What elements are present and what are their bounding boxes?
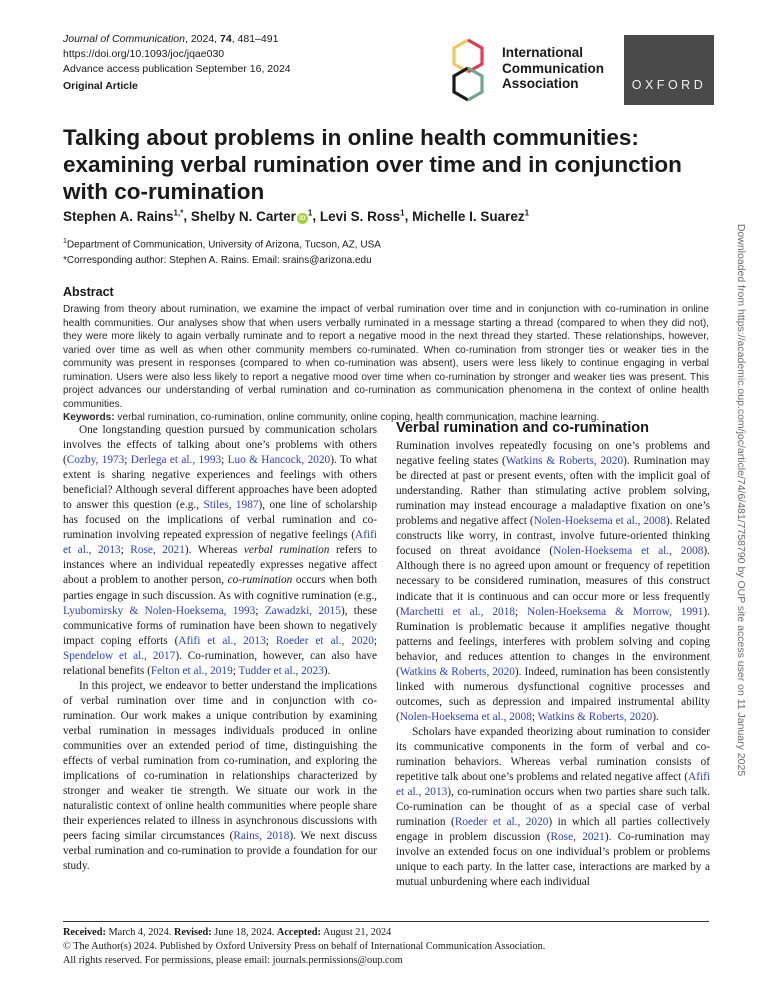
citation-link[interactable]: Afifi et al., 2013	[396, 771, 710, 799]
volume: 74	[220, 33, 232, 45]
citation-link[interactable]: Zawadzki, 2015	[264, 604, 341, 617]
article-metadata	[63, 32, 291, 94]
citation-link[interactable]: Watkins & Roberts, 2020	[537, 710, 653, 723]
copyright-notice: © The Author(s) 2024. Published by Oxford University Press on behalf of International Communication Association.	[63, 941, 546, 952]
orcid-icon[interactable]: iD	[297, 213, 308, 224]
citation-link[interactable]: Nolen-Hoeksema & Morrow, 1991	[527, 605, 704, 618]
author-list: Stephen A. Rains$^{1,*}$, Shelby N. Carter $iD^1$, Levi S. Ross$^1$, Michelle I. Suarez$^1$	[63, 208, 530, 224]
download-watermark: Downloaded from https://academic.oup.com/joc/article/74/6/481/7758790 by OUP site access user on 11 January 2025	[735, 223, 747, 777]
article-history: Received: March 4, 2024. Revised: June 18, 2024. Accepted: August 21, 2024	[63, 927, 392, 938]
emphasized-term: verbal rumination	[243, 544, 330, 557]
body-paragraph: Scholars have expanded theorizing about rumination to consider its communicative components in the form of verbal and co-rumination behaviors. Whereas verbal rumination consists of repetitive talk about one’s problems and related negative affect (Afifi et al., 2013), co-rumination occurs when two parties share such talk. Co-rumination can be thought of as a special case of verbal rumination (Roeder et al., 2020) in which all parties collectively engage in problem discussion (Rose, 2021). Co-rumination may involve an extended focus on one individual’s problem or problems unique to each party. In the latter case, interactions are marked by a mutual unburdening where each individual	[396, 725, 710, 889]
citation-link[interactable]: Marchetti et al., 2018	[399, 605, 516, 618]
ica-logo-icon	[446, 35, 490, 105]
citation-link[interactable]: Derlega et al., 1993	[130, 454, 222, 467]
citation-link[interactable]: Roeder et al., 2020	[454, 816, 549, 829]
abstract-text: Drawing from theory about rumination, we examine the impact of verbal rumination over time and in conjunction with co-rumination in online health communities. Our analyses show that when users verbally ruminated in a message starting a thread (compared to when they did not), they were more likely to again verbally ruminate and to report a negative mood in the next thread they started. These relationships, however, varied over time as well as when other community members co-ruminated. When co-rumination from stronger ties or weaker ties in the community was present in responses (compared to when co-rumination was absent), users were less likely to continue engaging in verbal rumination. Users were also less likely to report a negative mood over time when co-rumination by stronger and weaker ties was present. This project advances our understanding of verbal rumination and co-rumination as communication phenomena in the context of online health communities.	[63, 304, 709, 410]
citation-link[interactable]: Rose, 2021	[550, 831, 605, 844]
author[interactable]: Stephen A. Rains$^{1,*}$	[63, 208, 184, 224]
citation-link[interactable]: Felton et al., 2019	[150, 664, 233, 677]
article-title: Talking about problems in online health communities: examining verbal rumination over time and in conjunction with co-rumination	[63, 125, 682, 204]
permissions-notice: All rights reserved. For permissions, please email: journals.permissions@oup.com	[63, 955, 403, 966]
citation-link[interactable]: Tudder et al., 2023	[238, 664, 324, 677]
doi-link[interactable]: https://doi.org/10.1093/joc/jqae030	[63, 48, 225, 60]
citation-link[interactable]: Afifi et al., 2013	[178, 634, 266, 647]
body-column-left	[63, 423, 377, 874]
footer-divider	[63, 921, 709, 922]
article-type: Original Article	[63, 80, 138, 92]
body-paragraph: Rumination involves repeatedly focusing on one’s problems and negative feeling states (Watkins & Roberts, 2020). Rumination may be directed at past or present events, often with the implicit goal of understanding. Rather than stimulating active problem solving, rumination may instead encourage a maladaptive fixation on one’s problems and negative affect (Nolen-Hoeksema et al., 2008). Related constructs like worry, in contrast, involve future-oriented thinking focused on threat avoidance (Nolen-Hoeksema et al., 2008). Although there is no agreed upon amount or frequency of repetition necessary to be considered rumination, measures of this construct indicate that it is continuous and can occur more or less frequently (Marchetti et al., 2018; Nolen-Hoeksema & Morrow, 1991). Rumination is problematic because it amplifies negative thought patterns and feelings, interferes with problem solving and coping behavior, and reduces attention to changes in the environment (Watkins & Roberts, 2020). Indeed, rumination has been consistently linked with numerous dysfunctional cognitive processes and outcomes, such as depression and impaired instrumental ability (Nolen-Hoeksema et al., 2008; Watkins & Roberts, 2020).	[396, 440, 711, 723]
oxford-logo	[624, 35, 714, 105]
keywords: Keywords: verbal rumination, co-rumination, online community, online coping, health communication, machine learning.	[63, 412, 600, 423]
citation-link[interactable]: Rose, 2021	[130, 544, 185, 557]
citation-link[interactable]: Nolen-Hoeksema et al., 2008	[399, 710, 532, 723]
article-footer	[63, 926, 545, 968]
section-heading: Verbal rumination and co-rumination	[396, 420, 649, 436]
ica-wordmark: International Communication Association	[502, 45, 605, 91]
citation-link[interactable]: Afifi et al., 2013	[63, 529, 377, 557]
advance-access-date: Advance access publication September 16, 2024	[63, 63, 291, 75]
citation-link[interactable]: Rains, 2018	[233, 830, 290, 843]
corresponding-author: *Corresponding author: Stephen A. Rains. Email: srains@arizona.edu	[63, 255, 372, 267]
citation-link[interactable]: Nolen-Hoeksema et al., 2008	[533, 515, 666, 528]
emphasized-term: co-rumination	[227, 574, 293, 587]
affiliation: $^1$Department of Communication, University of Arizona, Tucson, AZ, USA	[63, 238, 381, 251]
pages: , 481–491	[231, 33, 279, 45]
affiliations	[63, 234, 381, 269]
publisher-logos	[446, 35, 714, 105]
body-column-right	[396, 421, 710, 890]
journal-name: Journal of Communication	[63, 33, 185, 45]
author[interactable]: Levi S. Ross$^1$	[319, 208, 405, 224]
oxford-wordmark: OXFORD	[631, 78, 707, 92]
author[interactable]: Michelle I. Suarez$^1$	[412, 208, 530, 224]
abstract-heading: Abstract	[63, 285, 114, 299]
abstract-section	[63, 285, 709, 425]
citation-link[interactable]: Cozby, 1973	[66, 454, 125, 467]
citation-link[interactable]: Watkins & Roberts, 2020	[505, 455, 624, 468]
citation-link[interactable]: Nolen-Hoeksema et al., 2008	[553, 545, 704, 558]
citation-link[interactable]: Roeder et al., 2020	[275, 634, 374, 647]
citation-link[interactable]: Stiles, 1987	[203, 499, 259, 512]
journal-citation: Journal of Communication, 2024, 74, 481–491	[63, 33, 279, 45]
citation-link[interactable]: Watkins & Roberts, 2020	[399, 665, 515, 678]
author[interactable]: Shelby N. Carter $iD^1$	[190, 208, 313, 224]
citation-link[interactable]: Lyubomirsky & Nolen-Hoeksema, 1993	[63, 604, 256, 617]
body-paragraph: In this project, we endeavor to better understand the implications of verbal rumination over time and in conjunction with co-rumination. Our work makes a unique contribution by examining verbal rumination in messages individuals produced in online communities over an extended period of time, distinguishing the effects of verbal rumination from co-rumination, and exploring the implications of co-rumination in relationships characterized by stronger and weaker tie strength. We situate our work in the naturalistic context of online health communities where people share their experiences related to illness in asynchronous discussions with peers facing similar circumstances (Rains, 2018). We next discuss verbal rumination and co-rumination to provide a foundation for our study.	[63, 679, 377, 873]
body-paragraph: One longstanding question pursued by communication scholars involves the effects of talking about one’s problems with others (Cozby, 1973; Derlega et al., 1993; Luo & Hancock, 2020). To what extent is sharing negative experiences and feelings with others beneficial? Although several different approaches have been adopted to answer this question (e.g., Stiles, 1987), one line of scholarship has focused on the implications of verbal rumination and co-rumination involving repeated expression of negative feelings (Afifi et al., 2013; Rose, 2021). Whereas verbal rumination refers to instances where an individual repeatedly expresses negative affect about a problem to another person, co-rumination occurs when both parties engage in such discussion. As with cognitive rumination (e.g., Lyubomirsky & Nolen-Hoeksema, 1993; Zawadzki, 2015), these communicative forms of rumination have been shown to negatively impact coping efforts (Afifi et al., 2013; Roeder et al., 2020; Spendelow et al., 2017). Co-rumination, however, can also have relational benefits (Felton et al., 2019; Tudder et al., 2023).	[63, 424, 378, 677]
citation-link[interactable]: Luo & Hancock, 2020	[227, 454, 331, 467]
citation-link[interactable]: Spendelow et al., 2017	[63, 649, 176, 662]
